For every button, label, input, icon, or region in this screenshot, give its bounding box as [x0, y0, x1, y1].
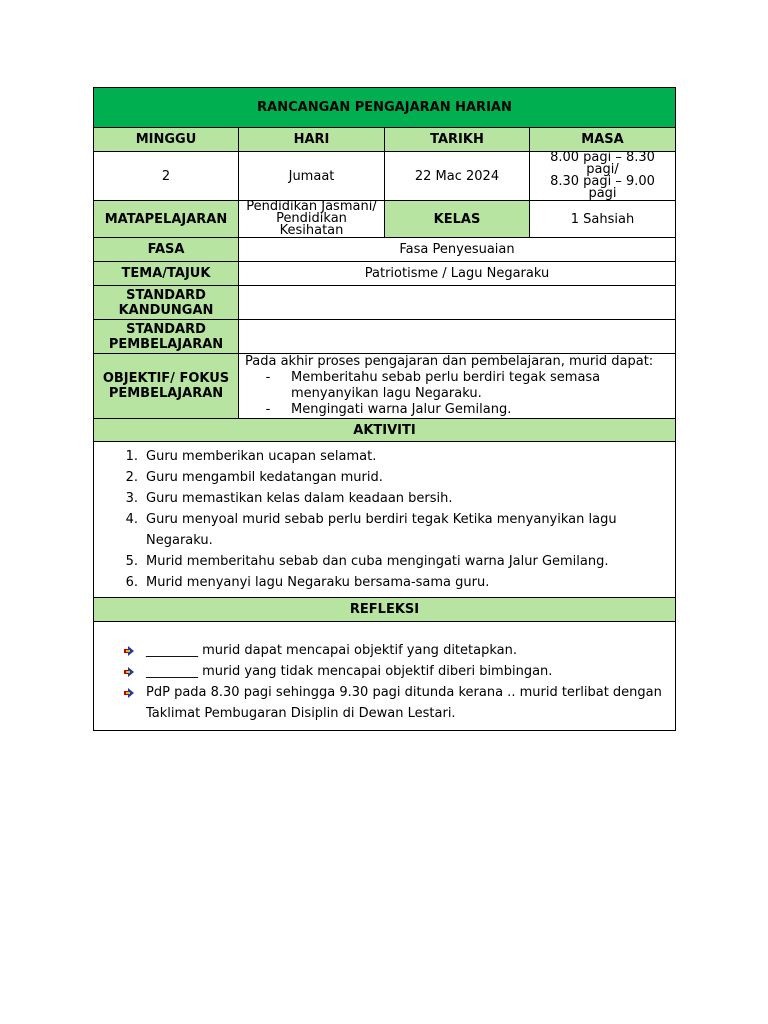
- objektif-line-2: PEMBELAJARAN: [108, 386, 224, 401]
- item-number: 2.: [125, 470, 138, 485]
- value-kelas: 1 Sahsiah: [530, 201, 676, 238]
- refleksi-item-text: ________ murid yang tidak mencapai objektif diberi bimbingan.: [146, 664, 553, 679]
- objektif-list: [245, 370, 669, 418]
- matapelajaran-line-2: Pendidikan Kesihatan: [276, 211, 347, 238]
- label-aktiviti: AKTIVITI: [94, 419, 676, 442]
- value-tarikh: 22 Mac 2024: [385, 152, 530, 201]
- list-item: [245, 402, 669, 418]
- aktiviti-item-text: Murid memberitahu sebab dan cuba mengingati warna Jalur Gemilang.: [146, 554, 609, 569]
- page-title: RANCANGAN PENGAJARAN HARIAN: [94, 88, 676, 128]
- refleksi-content: [94, 622, 676, 731]
- matapelajaran-line-1: Pendidikan Jasmani/: [246, 199, 377, 214]
- aktiviti-item-text: Murid menyanyi lagu Negaraku bersama-sama guru.: [146, 575, 490, 590]
- label-fasa: FASA: [94, 238, 239, 262]
- list-item: [94, 509, 675, 551]
- dash-bullet: -: [265, 370, 271, 385]
- value-tema: Patriotisme / Lagu Negaraku: [239, 262, 676, 286]
- value-masa: [530, 152, 676, 201]
- item-number: 5.: [125, 554, 138, 569]
- label-refleksi: REFLEKSI: [94, 598, 676, 622]
- value-standard-kandungan: [239, 286, 676, 320]
- arrow-bullet-icon: [124, 646, 134, 656]
- label-kelas: KELAS: [385, 201, 530, 238]
- list-item: [94, 467, 675, 488]
- label-standard-kandungan: [94, 286, 239, 320]
- label-standard-pembelajaran: [94, 320, 239, 354]
- value-fasa: Fasa Penyesuaian: [239, 238, 676, 262]
- refleksi-item-text: PdP pada 8.30 pagi sehingga 9.30 pagi ditunda kerana .. murid terlibat dengan Taklimat Pembugaran Disiplin di Dewan Lestari.: [146, 685, 662, 721]
- objektif-item-text: Memberitahu sebab perlu berdiri tegak semasa menyanyikan lagu Negaraku.: [291, 370, 601, 401]
- refleksi-item-text: ________ murid dapat mencapai objektif yang ditetapkan.: [146, 643, 517, 658]
- aktiviti-list: [94, 446, 675, 593]
- objektif-content: [239, 354, 676, 419]
- value-matapelajaran: [239, 201, 385, 238]
- standard-pembelajaran-line-1: STANDARD: [126, 321, 206, 337]
- objektif-line-1: OBJEKTIF/ FOKUS: [102, 371, 230, 386]
- lesson-plan-sheet: [93, 87, 675, 731]
- header-tarikh: TARIKH: [385, 128, 530, 152]
- arrow-bullet-icon: [124, 667, 134, 677]
- masa-line-2: 8.30 pagi – 9.00 pagi: [550, 174, 655, 201]
- standard-kandungan-line-1: STANDARD: [126, 287, 206, 303]
- aktiviti-content: [94, 442, 676, 598]
- item-number: 4.: [125, 512, 138, 527]
- masa-line-1: 8.00 pagi – 8.30 pagi/: [550, 150, 655, 177]
- label-matapelajaran: MATAPELAJARAN: [94, 201, 239, 238]
- aktiviti-item-text: Guru memastikan kelas dalam keadaan bersih.: [146, 491, 453, 506]
- item-number: 6.: [125, 575, 138, 590]
- objektif-intro: Pada akhir proses pengajaran dan pembelajaran, murid dapat:: [245, 354, 654, 369]
- aktiviti-item-text: Guru memberikan ucapan selamat.: [146, 449, 377, 464]
- list-item: [94, 551, 675, 572]
- item-number: 1.: [125, 449, 138, 464]
- list-item: [94, 488, 675, 509]
- label-objektif: [94, 354, 239, 419]
- value-standard-pembelajaran: [239, 320, 676, 354]
- header-hari: HARI: [239, 128, 385, 152]
- label-tema: TEMA/TAJUK: [94, 262, 239, 286]
- list-item: [94, 446, 675, 467]
- aktiviti-item-text: Guru mengambil kedatangan murid.: [146, 470, 383, 485]
- standard-kandungan-line-2: KANDUNGAN: [118, 302, 214, 318]
- value-hari: Jumaat: [239, 152, 385, 201]
- list-item: [94, 640, 675, 661]
- header-masa: MASA: [530, 128, 676, 152]
- header-minggu: MINGGU: [94, 128, 239, 152]
- refleksi-list: [94, 640, 675, 724]
- item-number: 3.: [125, 491, 138, 506]
- dash-bullet: -: [265, 402, 271, 417]
- list-item: [94, 682, 675, 724]
- arrow-bullet-icon: [124, 688, 134, 698]
- aktiviti-item-text: Guru menyoal murid sebab perlu berdiri tegak Ketika menyanyikan lagu Negaraku.: [146, 512, 617, 548]
- lesson-plan-table: [93, 87, 676, 731]
- list-item: [94, 572, 675, 593]
- standard-pembelajaran-line-2: PEMBELAJARAN: [108, 336, 224, 352]
- value-minggu: 2: [94, 152, 239, 201]
- list-item: [245, 370, 669, 402]
- list-item: [94, 661, 675, 682]
- objektif-item-text: Mengingati warna Jalur Gemilang.: [291, 402, 512, 417]
